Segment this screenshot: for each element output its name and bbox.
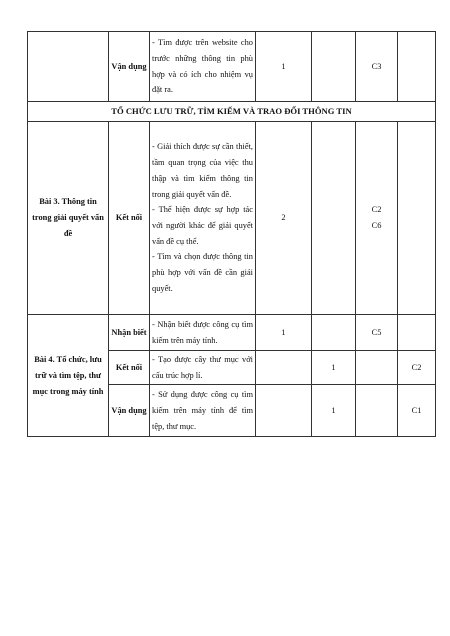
section-row xyxy=(28,102,436,122)
question-code: C6 xyxy=(371,221,382,230)
count-cell-2 xyxy=(312,315,356,351)
count-cell-2: 1 xyxy=(312,351,356,385)
table-row xyxy=(28,315,436,351)
question-cell-2 xyxy=(398,32,436,102)
requirement-cell: - Tạo được cây thư mục với cấu trúc hợp lí. xyxy=(150,351,256,385)
table-row xyxy=(28,122,436,315)
question-cell-1 xyxy=(356,122,398,315)
requirement-cell: - Sử dụng được công cụ tìm kiếm trên máy tính để tìm tệp, thư mục. xyxy=(150,385,256,437)
requirement-text: - Thể hiện được sự hợp tác với người khác để giải quyết vấn đề cụ thể. xyxy=(152,205,253,246)
lesson-cell-empty xyxy=(28,32,109,102)
count-cell-1 xyxy=(256,351,312,385)
table-row xyxy=(28,32,436,102)
level-cell: Vận dụng xyxy=(109,385,150,437)
question-cell-1: C3 xyxy=(356,32,398,102)
count-cell-2 xyxy=(312,32,356,102)
requirement-text: - Tìm và chọn được thông tin phù hợp với vấn đề cần giải quyết. xyxy=(152,252,253,293)
question-cell-2 xyxy=(398,122,436,315)
requirement-text: - Giải thích được sự cần thiết, tầm quan trọng của việc thu thập và tìm kiếm thông tin trong giải quyết vấn đề. xyxy=(152,142,253,199)
question-cell-1: C5 xyxy=(356,315,398,351)
level-cell: Kết nối xyxy=(109,351,150,385)
lesson-title: Bài 4. Tổ chức, lưu trữ và tìm tệp, thư mục trong máy tính xyxy=(28,315,109,437)
count-cell-1: 2 xyxy=(256,122,312,315)
question-cell-2: C1 xyxy=(398,385,436,437)
lesson-title: Bài 3. Thông tin trong giải quyết vấn đề xyxy=(28,122,109,315)
count-cell-1: 1 xyxy=(256,315,312,351)
question-cell-1 xyxy=(356,351,398,385)
count-cell-1: 1 xyxy=(256,32,312,102)
requirement-cell: - Nhận biết được công cụ tìm kiếm trên máy tính. xyxy=(150,315,256,351)
assessment-matrix-table xyxy=(27,31,436,437)
requirement-cell xyxy=(150,122,256,315)
question-code: C2 xyxy=(371,205,382,215)
question-cell-2: C2 xyxy=(398,351,436,385)
count-cell-2 xyxy=(312,122,356,315)
count-cell-2: 1 xyxy=(312,385,356,437)
question-cell-1 xyxy=(356,385,398,437)
question-cell-2 xyxy=(398,315,436,351)
level-cell: Nhận biết xyxy=(109,315,150,351)
requirement-text: - Tìm được trên website cho trước những thông tin phù hợp và có ích cho nhiệm vụ đặt ra. xyxy=(152,38,253,95)
requirement-cell xyxy=(150,32,256,102)
level-cell: Vận dụng xyxy=(109,32,150,102)
level-cell: Kết nối xyxy=(109,122,150,315)
count-cell-1 xyxy=(256,385,312,437)
section-title: TỔ CHỨC LƯU TRỮ, TÌM KIẾM VÀ TRAO ĐỔI THÔNG TIN xyxy=(28,102,436,122)
